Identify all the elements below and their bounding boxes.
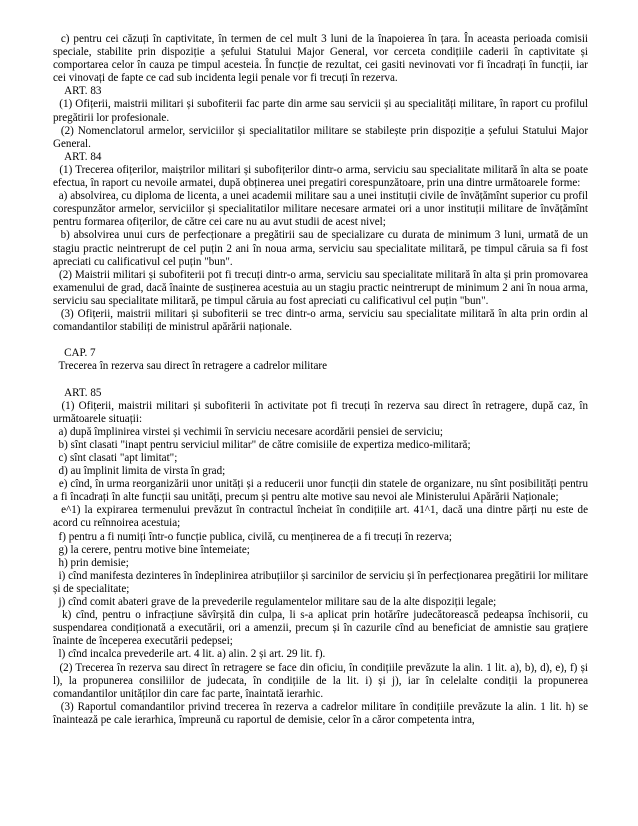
blank-line xyxy=(53,373,588,386)
section-heading: ART. 84 xyxy=(53,150,102,163)
paragraph: (3) Raportul comandantilor privind trecerea în rezerva a cadrelor militare în condițiile prevăzute la alin. 1 lit. h) se înaintează pe cale ierarhica, împreună cu raportul de demisie, celor în a căror competenta intra, xyxy=(53,700,591,726)
paragraph: g) la cerere, pentru motive bine întemeiate; xyxy=(53,543,250,556)
paragraph: (1) Ofițerii, maistrii militari și subofiterii în activitate pot fi trecuți în rezerva sau direct în retragere, după caz, în următoarele situații: xyxy=(53,399,591,425)
paragraph: a) absolvirea, cu diploma de licenta, a unei academii militare sau a unei instituții civile de învățămînt superior cu profil corespunzător armelor, serviciilor și specialitatilor militare necesare armatei ori a unor instituții militare de învățămînt pentru formarea ofițerilor, de către cei care nu au avut studii de acest nivel; xyxy=(53,190,591,229)
paragraph: (2) Maistrii militari și subofiterii pot fi trecuți dintr-o arma, serviciu sau specialitate militară în alta și prin promovarea examenului de grad, dacă înainte de susținerea acestuia au un stagiu practic neintrerupt de minimum 2 ani în noua arma, serviciu sau specialitate militară, pe timpul căruia au fost apreciati cu calificativul cel puțin "bun". xyxy=(53,268,591,307)
paragraph: b) sînt clasati "inapt pentru serviciul militar" de către comisiile de expertiza medico-militară; xyxy=(53,438,471,451)
section-heading: ART. 83 xyxy=(53,85,102,98)
paragraph: d) au împlinit limita de virsta în grad; xyxy=(53,465,226,478)
paragraph: (2) Trecerea în rezerva sau direct în retragere se face din oficiu, în condițiile prevăzute la alin. 1 lit. a), b), d), e), f) și l), la propunerea consiliilor de judecata, în condițiile de la lit. i) și j), iar în celelalte condiții la propunerea comandantilor unităților din care fac parte, înaintată ierarhic. xyxy=(53,661,591,700)
paragraph: (1) Trecerea ofițerilor, maiștrilor militari și subofițerilor dintr-o arma, serviciu sau specialitate militară în alta se poate efectua, în raport cu nevoile armatei, după obținerea unei pregatiri corespunzătoare, prin una dintre următoarele forme: xyxy=(53,163,591,190)
paragraph: b) absolvirea unui curs de perfecționare a pregătirii sau de specializare cu durata de minimum 3 luni, urmată de un stagiu practic neintrerupt de cel puțin 2 ani în noua arma, serviciu sau specialitate militară, pe timpul căruia sa fi fost apreciati cu calificativul cel puțin "bun". xyxy=(53,229,591,268)
paragraph: c) pentru cei căzuți în captivitate, în termen de cel mult 3 luni de la înapoierea în țara. În aceasta perioada comisii speciale, stabilite prin dispoziție a șefului Statului Major General, vor cerceta condițiile caderii în captivitate și comportarea celor în cauza pe timpul acesteia. În funcție de rezultat, cei gasiti nevinovati vor fi încadrați în funcții, iar cei vinovați de fapte ce cad sub incidenta legii penale vor fi trecuți în rezerva. xyxy=(53,33,591,85)
section-heading: ART. 85 xyxy=(53,386,102,399)
paragraph: f) pentru a fi numiți într-o funcție publica, civilă, cu menținerea de a fi trecuți în rezerva; xyxy=(53,530,452,543)
paragraph: h) prin demisie; xyxy=(53,556,129,569)
section-heading: Trecerea în rezerva sau direct în retragere a cadrelor militare xyxy=(53,360,328,373)
paragraph: e) cînd, în urma reorganizării unor unități și a reducerii unor funcții din statele de organizare, nu sînt posibilități pentru a fi încadrați în alte funcții sau unități, precum și pentru alte motive sau nevoi ale Ministerului Apărării Naționale; xyxy=(53,478,591,504)
paragraph: j) cînd comit abateri grave de la prevederile regulamentelor militare sau de la alte dispoziții legale; xyxy=(53,596,497,609)
paragraph: e^1) la expirarea termenului prevăzut în contractul încheiat în condițiile art. 41^1, dacă una dintre părți nu este de acord cu reînnoirea acestuia; xyxy=(53,504,591,530)
section-heading: CAP. 7 xyxy=(53,347,96,360)
paragraph: (3) Ofițerii, maistrii militari și subofiterii se trec dintr-o arma, serviciu sau specialitate militară în alta prin ordin al comandantilor stabiliți de ministrul apărării naționale. xyxy=(53,307,591,334)
paragraph: i) cînd manifesta dezinteres în îndeplinirea atribuțiilor și sarcinilor de serviciu și în perfecționarea pregătirii lor militare și de specialitate; xyxy=(53,569,591,595)
paragraph: (2) Nomenclatorul armelor, serviciilor și specialitatilor militare se stabilește prin dispoziție a șefului Statului Major General. xyxy=(53,124,591,150)
paragraph: a) după împlinirea virstei și vechimii în serviciu necesare acordării pensiei de serviciu; xyxy=(53,425,443,438)
paragraph: k) cînd, pentru o infracțiune săvîrșită din culpa, li s-a aplicat prin hotărîre judecătorească pedeapsa închisorii, cu suspendarea condiționată a executării, ori a amenzii, precum și în cazurile cînd au beneficiat de amnistie sau grațiere înainte de începerea executării pedepsei; xyxy=(53,609,591,648)
blank-line xyxy=(53,334,588,347)
paragraph: c) sînt clasati "apt limitat"; xyxy=(53,452,178,464)
paragraph: l) cînd incalca prevederile art. 4 lit. a) alin. 2 și art. 29 lit. f). xyxy=(53,648,326,661)
paragraph: (1) Ofițerii, maistrii militari și subofiterii fac parte din arme sau servicii și au specialități militare, în raport cu profilul pregătirii lor profesionale. xyxy=(53,98,591,124)
